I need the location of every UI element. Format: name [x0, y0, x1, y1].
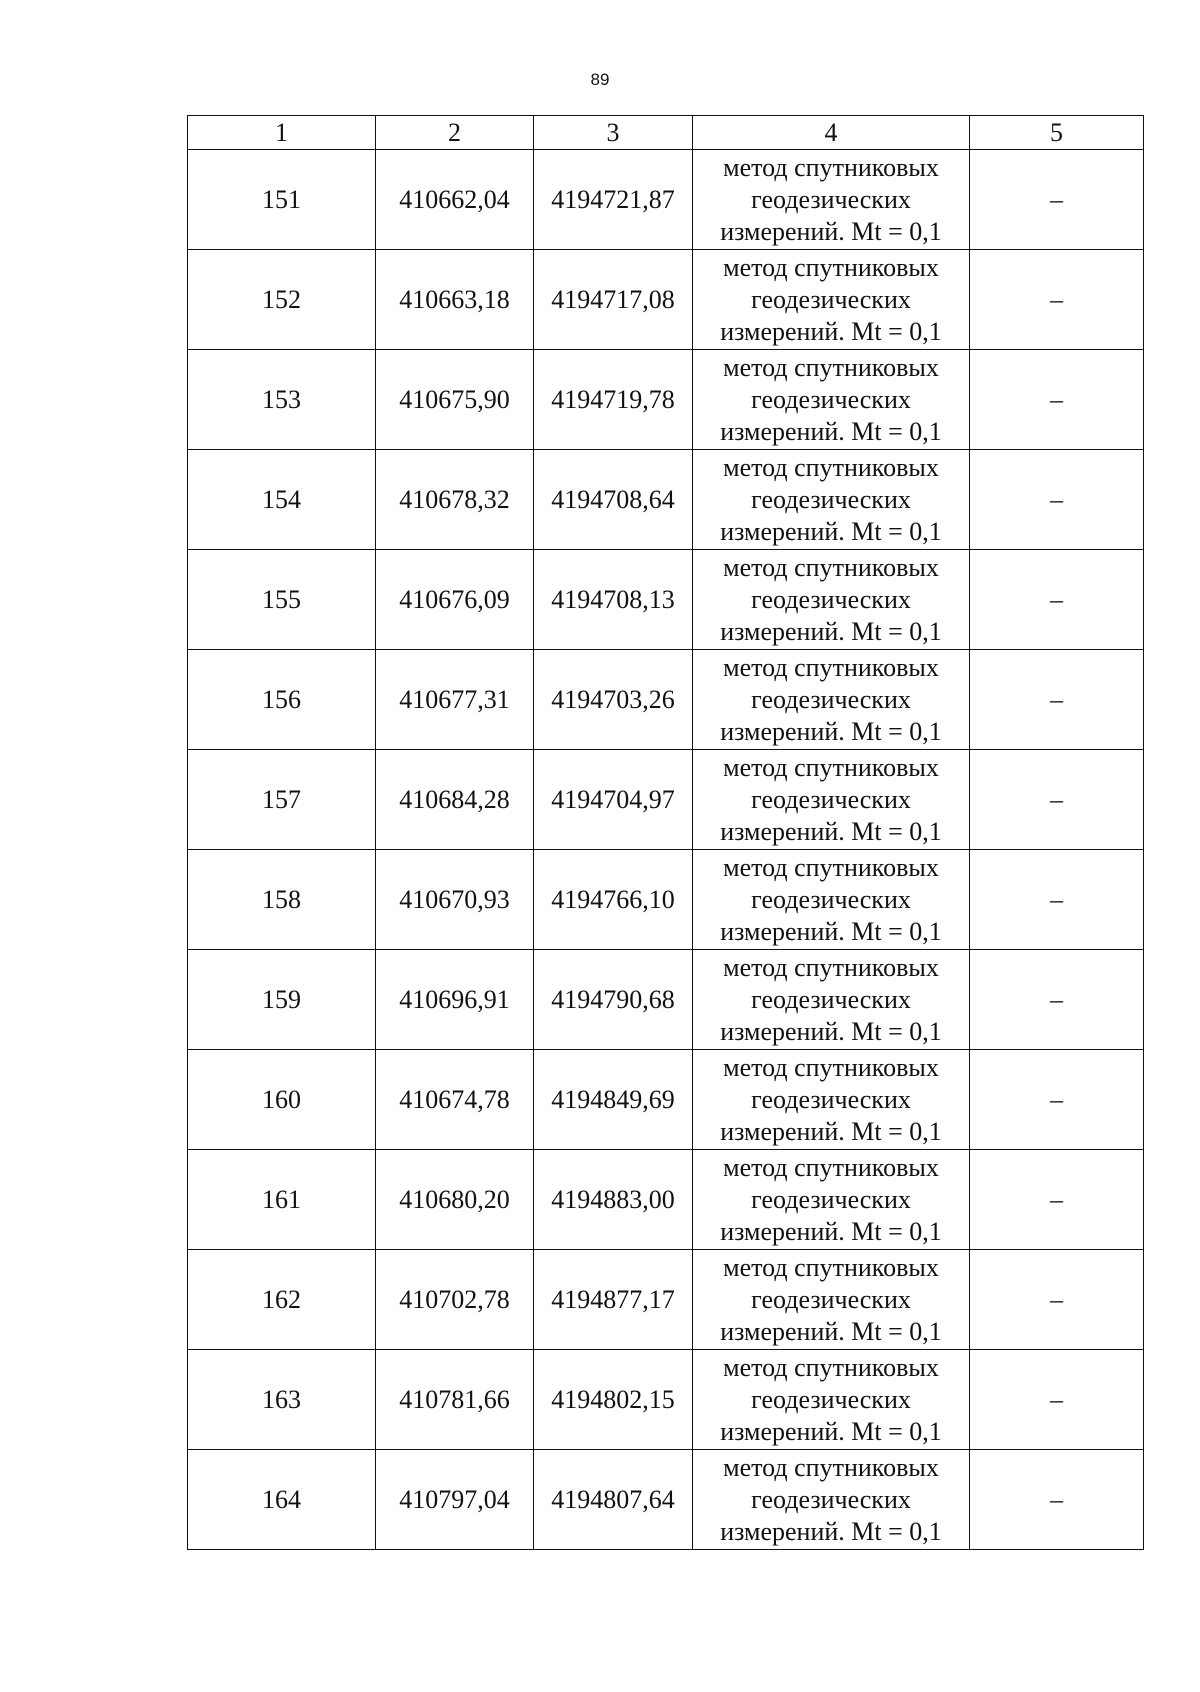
method-line: метод спутниковых [723, 152, 939, 182]
y-coordinate-cell: 4194721,87 [534, 150, 693, 250]
table-header-row [188, 116, 1144, 150]
method-line: измерений. Mt = 0,1 [720, 1016, 942, 1046]
method-line: геодезических [751, 1184, 911, 1214]
method-line: измерений. Mt = 0,1 [720, 1116, 942, 1146]
y-coordinate-cell: 4194708,13 [534, 550, 693, 650]
method-line: метод спутниковых [723, 552, 939, 582]
method-cell [693, 1350, 970, 1450]
y-coordinate-cell: 4194719,78 [534, 350, 693, 450]
method-line: геодезических [751, 784, 911, 814]
y-coordinate-cell: 4194807,64 [534, 1450, 693, 1550]
method-cell [693, 250, 970, 350]
y-coordinate-cell: 4194802,15 [534, 1350, 693, 1450]
point-number-cell: 162 [188, 1250, 376, 1350]
x-coordinate-cell: 410663,18 [376, 250, 534, 350]
note-cell: – [970, 550, 1144, 650]
point-number-cell: 161 [188, 1150, 376, 1250]
table-row [188, 1050, 1144, 1150]
method-line: геодезических [751, 184, 911, 214]
x-coordinate-cell: 410781,66 [376, 1350, 534, 1450]
method-cell [693, 1050, 970, 1150]
note-cell: – [970, 1350, 1144, 1450]
method-line: геодезических [751, 984, 911, 1014]
method-line: измерений. Mt = 0,1 [720, 816, 942, 846]
header-cell-5: 5 [970, 116, 1144, 150]
table-row [188, 1250, 1144, 1350]
x-coordinate-cell: 410702,78 [376, 1250, 534, 1350]
method-cell [693, 150, 970, 250]
table-row [188, 150, 1144, 250]
y-coordinate-cell: 4194877,17 [534, 1250, 693, 1350]
method-line: измерений. Mt = 0,1 [720, 916, 942, 946]
method-cell [693, 950, 970, 1050]
point-number-cell: 152 [188, 250, 376, 350]
method-line: метод спутниковых [723, 752, 939, 782]
y-coordinate-cell: 4194708,64 [534, 450, 693, 550]
y-coordinate-cell: 4194766,10 [534, 850, 693, 950]
table-row [188, 450, 1144, 550]
method-cell [693, 1450, 970, 1550]
y-coordinate-cell: 4194704,97 [534, 750, 693, 850]
note-cell: – [970, 650, 1144, 750]
table-row [188, 850, 1144, 950]
method-line: измерений. Mt = 0,1 [720, 216, 942, 246]
note-cell: – [970, 1050, 1144, 1150]
method-line: измерений. Mt = 0,1 [720, 716, 942, 746]
table-row [188, 350, 1144, 450]
method-cell [693, 650, 970, 750]
method-line: геодезических [751, 1084, 911, 1114]
point-number-cell: 158 [188, 850, 376, 950]
x-coordinate-cell: 410670,93 [376, 850, 534, 950]
x-coordinate-cell: 410674,78 [376, 1050, 534, 1150]
x-coordinate-cell: 410797,04 [376, 1450, 534, 1550]
table-row [188, 1150, 1144, 1250]
table-row [188, 650, 1144, 750]
x-coordinate-cell: 410678,32 [376, 450, 534, 550]
table-row [188, 1450, 1144, 1550]
note-cell: – [970, 450, 1144, 550]
table-row [188, 750, 1144, 850]
note-cell: – [970, 350, 1144, 450]
x-coordinate-cell: 410684,28 [376, 750, 534, 850]
header-cell-2: 2 [376, 116, 534, 150]
table-row [188, 950, 1144, 1050]
table-body [188, 116, 1144, 1550]
method-cell [693, 850, 970, 950]
method-line: метод спутниковых [723, 1052, 939, 1082]
method-line: геодезических [751, 884, 911, 914]
x-coordinate-cell: 410676,09 [376, 550, 534, 650]
coordinates-table [187, 115, 1144, 1550]
method-line: метод спутниковых [723, 652, 939, 682]
method-cell [693, 450, 970, 550]
method-line: измерений. Mt = 0,1 [720, 1316, 942, 1346]
page-number: 89 [590, 70, 610, 89]
method-line: метод спутниковых [723, 852, 939, 882]
method-line: метод спутниковых [723, 952, 939, 982]
method-line: метод спутниковых [723, 1252, 939, 1282]
method-line: метод спутниковых [723, 1352, 939, 1382]
y-coordinate-cell: 4194849,69 [534, 1050, 693, 1150]
header-cell-3: 3 [534, 116, 693, 150]
method-line: метод спутниковых [723, 252, 939, 282]
point-number-cell: 160 [188, 1050, 376, 1150]
note-cell: – [970, 950, 1144, 1050]
method-line: метод спутниковых [723, 1452, 939, 1482]
note-cell: – [970, 750, 1144, 850]
method-line: геодезических [751, 484, 911, 514]
point-number-cell: 154 [188, 450, 376, 550]
note-cell: – [970, 250, 1144, 350]
method-line: измерений. Mt = 0,1 [720, 316, 942, 346]
point-number-cell: 159 [188, 950, 376, 1050]
x-coordinate-cell: 410675,90 [376, 350, 534, 450]
method-cell [693, 550, 970, 650]
method-line: геодезических [751, 284, 911, 314]
table-row [188, 1350, 1144, 1450]
method-line: геодезических [751, 584, 911, 614]
x-coordinate-cell: 410662,04 [376, 150, 534, 250]
method-line: измерений. Mt = 0,1 [720, 1216, 942, 1246]
point-number-cell: 157 [188, 750, 376, 850]
method-line: геодезических [751, 1284, 911, 1314]
y-coordinate-cell: 4194790,68 [534, 950, 693, 1050]
method-line: измерений. Mt = 0,1 [720, 1416, 942, 1446]
method-line: измерений. Mt = 0,1 [720, 516, 942, 546]
method-cell [693, 350, 970, 450]
method-line: метод спутниковых [723, 352, 939, 382]
method-cell [693, 1250, 970, 1350]
point-number-cell: 153 [188, 350, 376, 450]
method-line: геодезических [751, 1484, 911, 1514]
point-number-cell: 156 [188, 650, 376, 750]
table-row [188, 550, 1144, 650]
note-cell: – [970, 150, 1144, 250]
method-cell [693, 1150, 970, 1250]
method-line: измерений. Mt = 0,1 [720, 416, 942, 446]
method-cell [693, 750, 970, 850]
point-number-cell: 163 [188, 1350, 376, 1450]
method-line: геодезических [751, 684, 911, 714]
note-cell: – [970, 1150, 1144, 1250]
y-coordinate-cell: 4194717,08 [534, 250, 693, 350]
note-cell: – [970, 1250, 1144, 1350]
y-coordinate-cell: 4194883,00 [534, 1150, 693, 1250]
note-cell: – [970, 850, 1144, 950]
point-number-cell: 151 [188, 150, 376, 250]
method-line: геодезических [751, 1384, 911, 1414]
method-line: метод спутниковых [723, 1152, 939, 1182]
table-row [188, 250, 1144, 350]
note-cell: – [970, 1450, 1144, 1550]
method-line: геодезических [751, 384, 911, 414]
method-line: измерений. Mt = 0,1 [720, 1516, 942, 1546]
method-line: измерений. Mt = 0,1 [720, 616, 942, 646]
y-coordinate-cell: 4194703,26 [534, 650, 693, 750]
header-cell-1: 1 [188, 116, 376, 150]
point-number-cell: 155 [188, 550, 376, 650]
x-coordinate-cell: 410680,20 [376, 1150, 534, 1250]
header-cell-4: 4 [693, 116, 970, 150]
x-coordinate-cell: 410696,91 [376, 950, 534, 1050]
point-number-cell: 164 [188, 1450, 376, 1550]
method-line: метод спутниковых [723, 452, 939, 482]
x-coordinate-cell: 410677,31 [376, 650, 534, 750]
